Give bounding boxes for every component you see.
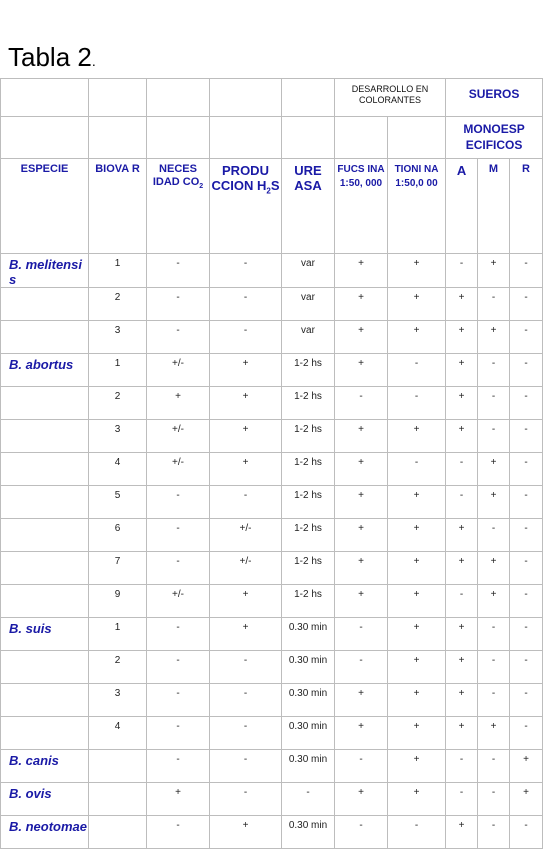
cell-h2s: - <box>210 717 282 750</box>
species-cell <box>1 552 89 585</box>
cell-m: + <box>478 486 510 519</box>
species-name: B. melitensi s <box>9 257 82 287</box>
cell-ureasa: 1-2 hs <box>282 387 335 420</box>
table-row <box>1 618 543 651</box>
cell-h2s: + <box>210 618 282 651</box>
header-sueros: SUEROS <box>446 79 543 117</box>
cell-co2: - <box>147 618 210 651</box>
cell-fucsina: + <box>335 254 388 288</box>
table-row <box>1 783 543 816</box>
cell-co2: - <box>147 717 210 750</box>
cell-r: - <box>510 717 543 750</box>
cell-h2s: + <box>210 816 282 849</box>
cell-m: + <box>478 552 510 585</box>
cell-ureasa: 1-2 hs <box>282 453 335 486</box>
cell-a: - <box>446 453 478 486</box>
species-name: B. ovis <box>9 786 52 801</box>
table-row <box>1 552 543 585</box>
cell-m: - <box>478 651 510 684</box>
cell-tionina: + <box>388 585 446 618</box>
cell-fucsina: + <box>335 783 388 816</box>
cell-r: + <box>510 750 543 783</box>
species-cell <box>1 354 89 387</box>
cell-co2: - <box>147 519 210 552</box>
cell-m: - <box>478 618 510 651</box>
cell-tionina: + <box>388 750 446 783</box>
cell-h2s: - <box>210 321 282 354</box>
cell-h2s: - <box>210 486 282 519</box>
cell-fucsina: + <box>335 717 388 750</box>
species-cell <box>1 618 89 651</box>
cell-biovar: 9 <box>89 585 147 618</box>
table-row <box>1 519 543 552</box>
table-row <box>1 684 543 717</box>
cell-co2: - <box>147 651 210 684</box>
cell-h2s: + <box>210 387 282 420</box>
cell-co2: - <box>147 684 210 717</box>
cell-co2: - <box>147 288 210 321</box>
cell-h2s: + <box>210 453 282 486</box>
cell-fucsina: - <box>335 387 388 420</box>
cell-a: + <box>446 354 478 387</box>
cell-a: + <box>446 387 478 420</box>
cell-m: - <box>478 750 510 783</box>
cell-r: + <box>510 783 543 816</box>
cell-m: + <box>478 453 510 486</box>
cell-biovar: 5 <box>89 486 147 519</box>
species-cell <box>1 783 89 816</box>
cell-biovar <box>89 783 147 816</box>
cell-fucsina: + <box>335 552 388 585</box>
cell-a: + <box>446 651 478 684</box>
cell-r: - <box>510 519 543 552</box>
table-row <box>1 453 543 486</box>
cell-biovar: 1 <box>89 618 147 651</box>
cell-h2s: - <box>210 750 282 783</box>
cell-fucsina: + <box>335 453 388 486</box>
cell-biovar: 1 <box>89 254 147 288</box>
cell-co2: - <box>147 750 210 783</box>
cell-a: + <box>446 552 478 585</box>
cell-co2: +/- <box>147 354 210 387</box>
cell-a: - <box>446 750 478 783</box>
cell-ureasa: 0.30 min <box>282 684 335 717</box>
cell-biovar: 3 <box>89 420 147 453</box>
cell-r: - <box>510 651 543 684</box>
cell-r: - <box>510 321 543 354</box>
cell-r: - <box>510 387 543 420</box>
header-monoespecificos: MONOESP ECIFICOS <box>446 117 543 159</box>
cell-fucsina: - <box>335 750 388 783</box>
cell-biovar: 3 <box>89 321 147 354</box>
table-row <box>1 750 543 783</box>
species-cell <box>1 750 89 783</box>
cell-ureasa: var <box>282 254 335 288</box>
header-especie: ESPECIE <box>1 159 89 254</box>
cell-co2: + <box>147 387 210 420</box>
species-cell <box>1 486 89 519</box>
cell-r: - <box>510 552 543 585</box>
cell-co2: + <box>147 783 210 816</box>
species-cell <box>1 254 89 288</box>
cell-tionina: - <box>388 354 446 387</box>
cell-co2: +/- <box>147 420 210 453</box>
cell-r: - <box>510 486 543 519</box>
cell-biovar <box>89 816 147 849</box>
cell-biovar: 6 <box>89 519 147 552</box>
cell-biovar: 2 <box>89 288 147 321</box>
cell-h2s: - <box>210 783 282 816</box>
cell-fucsina: - <box>335 651 388 684</box>
cell-m: - <box>478 354 510 387</box>
cell-tionina: - <box>388 453 446 486</box>
cell-fucsina: + <box>335 288 388 321</box>
cell-fucsina: + <box>335 420 388 453</box>
table-row <box>1 420 543 453</box>
cell-r: - <box>510 420 543 453</box>
table-row <box>1 651 543 684</box>
table-row <box>1 717 543 750</box>
cell-r: - <box>510 585 543 618</box>
species-cell <box>1 387 89 420</box>
cell-biovar: 7 <box>89 552 147 585</box>
cell-a: - <box>446 783 478 816</box>
cell-ureasa: 0.30 min <box>282 717 335 750</box>
cell-fucsina: + <box>335 684 388 717</box>
cell-biovar: 2 <box>89 651 147 684</box>
cell-ureasa: - <box>282 783 335 816</box>
header-fucsina: FUCS INA 1:50, 000 <box>335 159 388 254</box>
cell-a: + <box>446 618 478 651</box>
table-row <box>1 288 543 321</box>
cell-r: - <box>510 453 543 486</box>
cell-tionina: + <box>388 321 446 354</box>
cell-r: - <box>510 288 543 321</box>
cell-fucsina: + <box>335 354 388 387</box>
cell-h2s: + <box>210 585 282 618</box>
cell-m: - <box>478 387 510 420</box>
cell-m: + <box>478 717 510 750</box>
species-name: B. canis <box>9 753 59 768</box>
cell-a: + <box>446 816 478 849</box>
species-name: B. abortus <box>9 357 74 372</box>
header-m: M <box>478 159 510 254</box>
species-cell <box>1 651 89 684</box>
cell-co2: - <box>147 816 210 849</box>
table-row <box>1 354 543 387</box>
cell-ureasa: 0.30 min <box>282 651 335 684</box>
cell-biovar: 1 <box>89 354 147 387</box>
cell-tionina: + <box>388 254 446 288</box>
species-cell <box>1 684 89 717</box>
cell-a: - <box>446 585 478 618</box>
table-frame <box>0 78 540 834</box>
cell-m: - <box>478 420 510 453</box>
header-colorantes: DESARROLLO EN COLORANTES <box>335 79 446 117</box>
cell-tionina: - <box>388 387 446 420</box>
cell-r: - <box>510 684 543 717</box>
title-period: . <box>91 53 96 69</box>
species-cell <box>1 717 89 750</box>
table-row <box>1 387 543 420</box>
cell-h2s: +/- <box>210 552 282 585</box>
cell-m: - <box>478 288 510 321</box>
cell-co2: - <box>147 254 210 288</box>
header-biovar: BIOVA R <box>89 159 147 254</box>
cell-r: - <box>510 618 543 651</box>
cell-ureasa: 1-2 hs <box>282 585 335 618</box>
header-r: R <box>510 159 543 254</box>
cell-h2s: + <box>210 420 282 453</box>
cell-m: - <box>478 783 510 816</box>
cell-ureasa: 1-2 hs <box>282 420 335 453</box>
header-row-3 <box>1 159 543 254</box>
cell-fucsina: + <box>335 321 388 354</box>
cell-ureasa: 0.30 min <box>282 750 335 783</box>
cell-m: - <box>478 519 510 552</box>
cell-ureasa: 1-2 hs <box>282 552 335 585</box>
species-name: B. neotomae <box>9 819 88 834</box>
species-cell <box>1 321 89 354</box>
brucella-table <box>0 78 543 849</box>
table-row <box>1 816 543 849</box>
cell-biovar: 4 <box>89 717 147 750</box>
cell-tionina: + <box>388 420 446 453</box>
cell-a: + <box>446 717 478 750</box>
cell-a: + <box>446 420 478 453</box>
header-a: A <box>446 159 478 254</box>
species-name: B. suis <box>9 621 52 636</box>
cell-co2: +/- <box>147 585 210 618</box>
cell-h2s: - <box>210 254 282 288</box>
header-ureasa: URE ASA <box>282 159 335 254</box>
cell-fucsina: + <box>335 519 388 552</box>
cell-co2: +/- <box>147 453 210 486</box>
cell-ureasa: 1-2 hs <box>282 519 335 552</box>
cell-tionina: + <box>388 717 446 750</box>
cell-tionina: + <box>388 552 446 585</box>
cell-co2: - <box>147 552 210 585</box>
species-cell <box>1 585 89 618</box>
cell-ureasa: 1-2 hs <box>282 486 335 519</box>
cell-a: - <box>446 254 478 288</box>
species-cell <box>1 519 89 552</box>
cell-fucsina: + <box>335 486 388 519</box>
species-cell <box>1 288 89 321</box>
species-cell <box>1 453 89 486</box>
cell-m: - <box>478 816 510 849</box>
table-row <box>1 585 543 618</box>
cell-biovar: 3 <box>89 684 147 717</box>
cell-fucsina: + <box>335 585 388 618</box>
cell-fucsina: - <box>335 816 388 849</box>
cell-ureasa: var <box>282 288 335 321</box>
header-row-2 <box>1 117 543 159</box>
cell-tionina: + <box>388 651 446 684</box>
cell-ureasa: 0.30 min <box>282 816 335 849</box>
cell-m: + <box>478 254 510 288</box>
cell-m: - <box>478 684 510 717</box>
cell-tionina: + <box>388 684 446 717</box>
cell-co2: - <box>147 321 210 354</box>
species-cell <box>1 816 89 849</box>
cell-h2s: - <box>210 684 282 717</box>
cell-h2s: + <box>210 354 282 387</box>
cell-ureasa: var <box>282 321 335 354</box>
cell-ureasa: 1-2 hs <box>282 354 335 387</box>
cell-tionina: + <box>388 618 446 651</box>
table-row <box>1 321 543 354</box>
document-title <box>8 42 96 73</box>
cell-r: - <box>510 254 543 288</box>
title-text: Tabla 2 <box>8 42 92 72</box>
cell-fucsina: - <box>335 618 388 651</box>
cell-tionina: + <box>388 519 446 552</box>
header-produccion-h2s: PRODU CCION $H_2S$ <box>210 159 282 254</box>
header-necesidad-co2: NECES IDAD $CO_2$ <box>147 159 210 254</box>
cell-a: + <box>446 519 478 552</box>
cell-a: - <box>446 486 478 519</box>
cell-co2: - <box>147 486 210 519</box>
cell-m: + <box>478 321 510 354</box>
cell-biovar: 4 <box>89 453 147 486</box>
table-row <box>1 254 543 288</box>
table-body <box>1 254 543 849</box>
cell-tionina: - <box>388 816 446 849</box>
cell-tionina: + <box>388 288 446 321</box>
cell-biovar: 2 <box>89 387 147 420</box>
cell-tionina: + <box>388 486 446 519</box>
cell-tionina: + <box>388 783 446 816</box>
cell-h2s: +/- <box>210 519 282 552</box>
cell-a: + <box>446 684 478 717</box>
cell-biovar <box>89 750 147 783</box>
cell-a: + <box>446 321 478 354</box>
cell-a: + <box>446 288 478 321</box>
cell-h2s: - <box>210 651 282 684</box>
species-cell <box>1 420 89 453</box>
header-row-1 <box>1 79 543 117</box>
cell-r: - <box>510 816 543 849</box>
cell-h2s: - <box>210 288 282 321</box>
table-row <box>1 486 543 519</box>
cell-ureasa: 0.30 min <box>282 618 335 651</box>
cell-m: + <box>478 585 510 618</box>
header-tionina: TIONI NA 1:50,0 00 <box>388 159 446 254</box>
cell-r: - <box>510 354 543 387</box>
